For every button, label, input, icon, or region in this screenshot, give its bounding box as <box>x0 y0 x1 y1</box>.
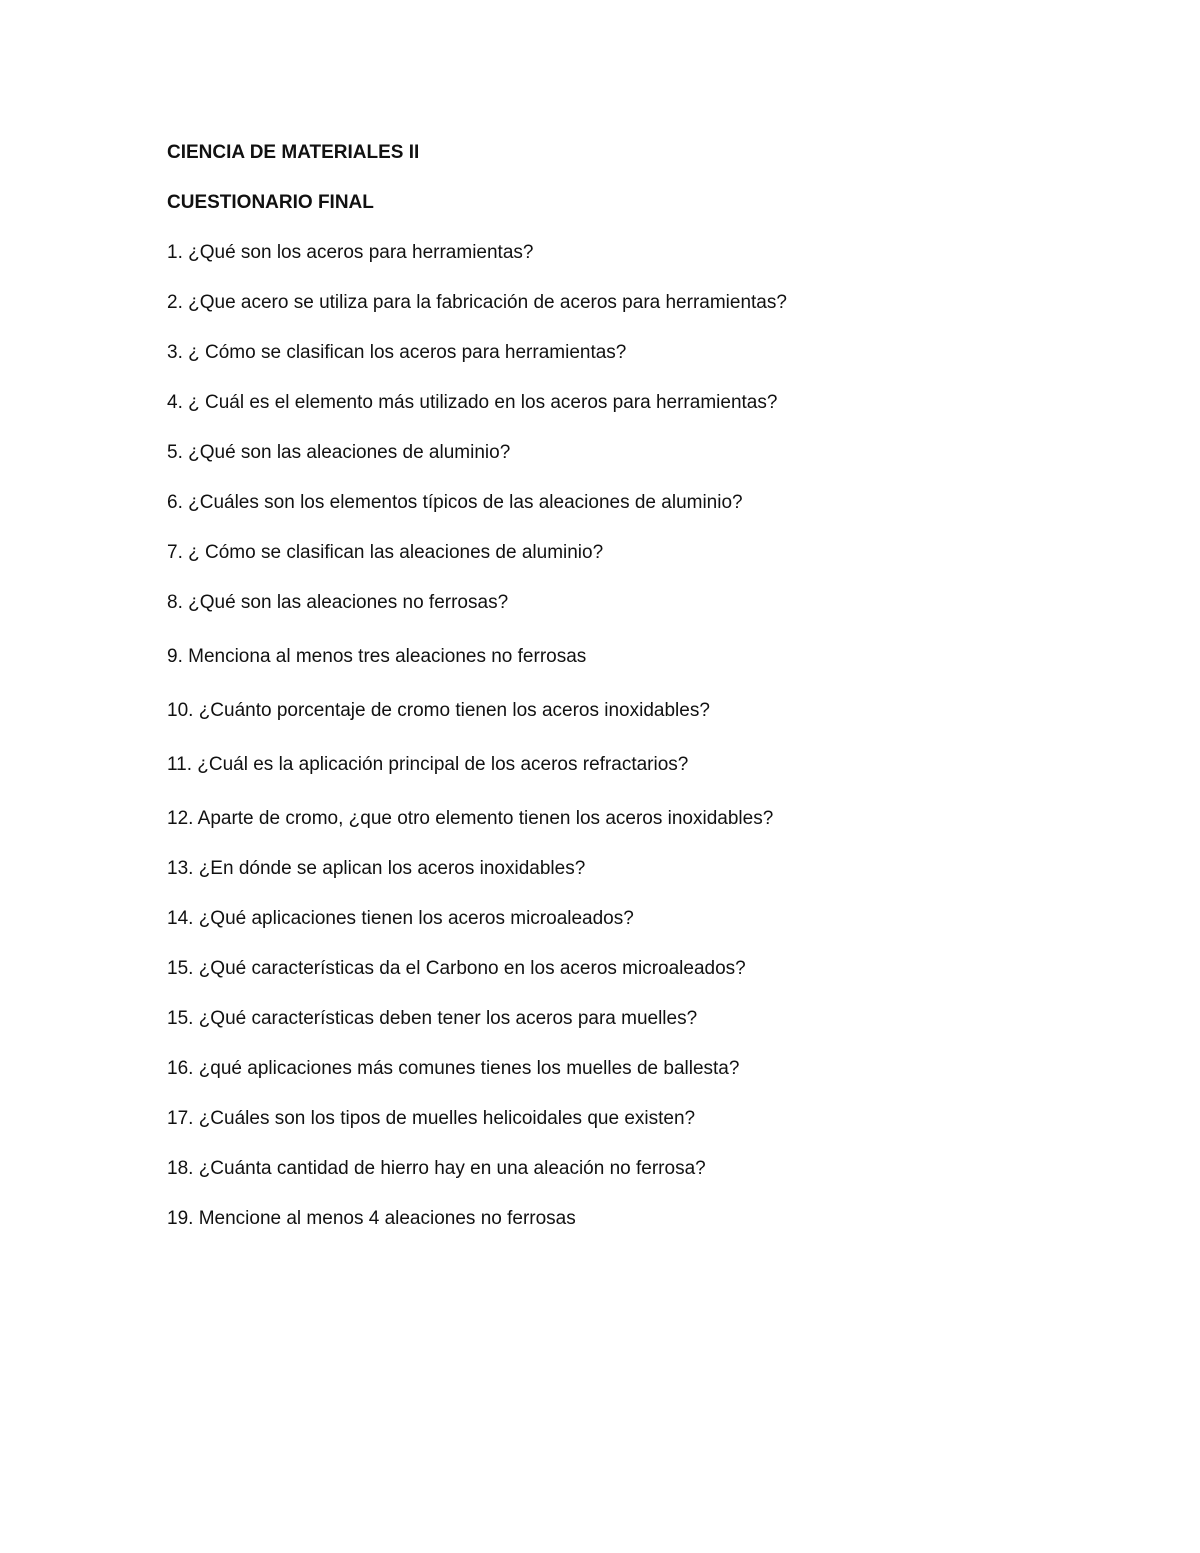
question-item: 2. ¿Que acero se utiliza para la fabricación de aceros para herramientas? <box>167 292 787 313</box>
question-item: 18. ¿Cuánta cantidad de hierro hay en una aleación no ferrosa? <box>167 1158 706 1179</box>
question-item: 1. ¿Qué son los aceros para herramientas? <box>167 242 534 263</box>
question-item: 15. ¿Qué características da el Carbono en los aceros microaleados? <box>167 958 746 979</box>
question-item: 17. ¿Cuáles son los tipos de muelles helicoidales que existen? <box>167 1108 696 1129</box>
question-item: 8. ¿Qué son las aleaciones no ferrosas? <box>167 592 509 613</box>
question-item: 14. ¿Qué aplicaciones tienen los aceros microaleados? <box>167 908 634 929</box>
question-item: 6. ¿Cuáles son los elementos típicos de las aleaciones de aluminio? <box>167 492 743 513</box>
course-title: CIENCIA DE MATERIALES II <box>167 142 420 163</box>
question-item: 11. ¿Cuál es la aplicación principal de los aceros refractarios? <box>167 754 689 775</box>
question-item: 10. ¿Cuánto porcentaje de cromo tienen los aceros inoxidables? <box>167 700 710 721</box>
question-item: 16. ¿qué aplicaciones más comunes tienes los muelles de ballesta? <box>167 1058 740 1079</box>
question-item: 12. Aparte de cromo, ¿que otro elemento tienen los aceros inoxidables? <box>167 808 774 829</box>
question-item: 9. Menciona al menos tres aleaciones no ferrosas <box>167 646 587 667</box>
question-item: 5. ¿Qué son las aleaciones de aluminio? <box>167 442 511 463</box>
quiz-title: CUESTIONARIO FINAL <box>167 192 374 213</box>
question-item: 19. Mencione al menos 4 aleaciones no ferrosas <box>167 1208 576 1229</box>
document-body <box>167 140 1147 1256</box>
question-item: 13. ¿En dónde se aplican los aceros inoxidables? <box>167 858 586 879</box>
question-item: 3. ¿ Cómo se clasifican los aceros para herramientas? <box>167 342 627 363</box>
question-item: 15. ¿Qué características deben tener los aceros para muelles? <box>167 1008 698 1029</box>
question-item: 7. ¿ Cómo se clasifican las aleaciones de aluminio? <box>167 542 604 563</box>
question-item: 4. ¿ Cuál es el elemento más utilizado en los aceros para herramientas? <box>167 392 778 413</box>
